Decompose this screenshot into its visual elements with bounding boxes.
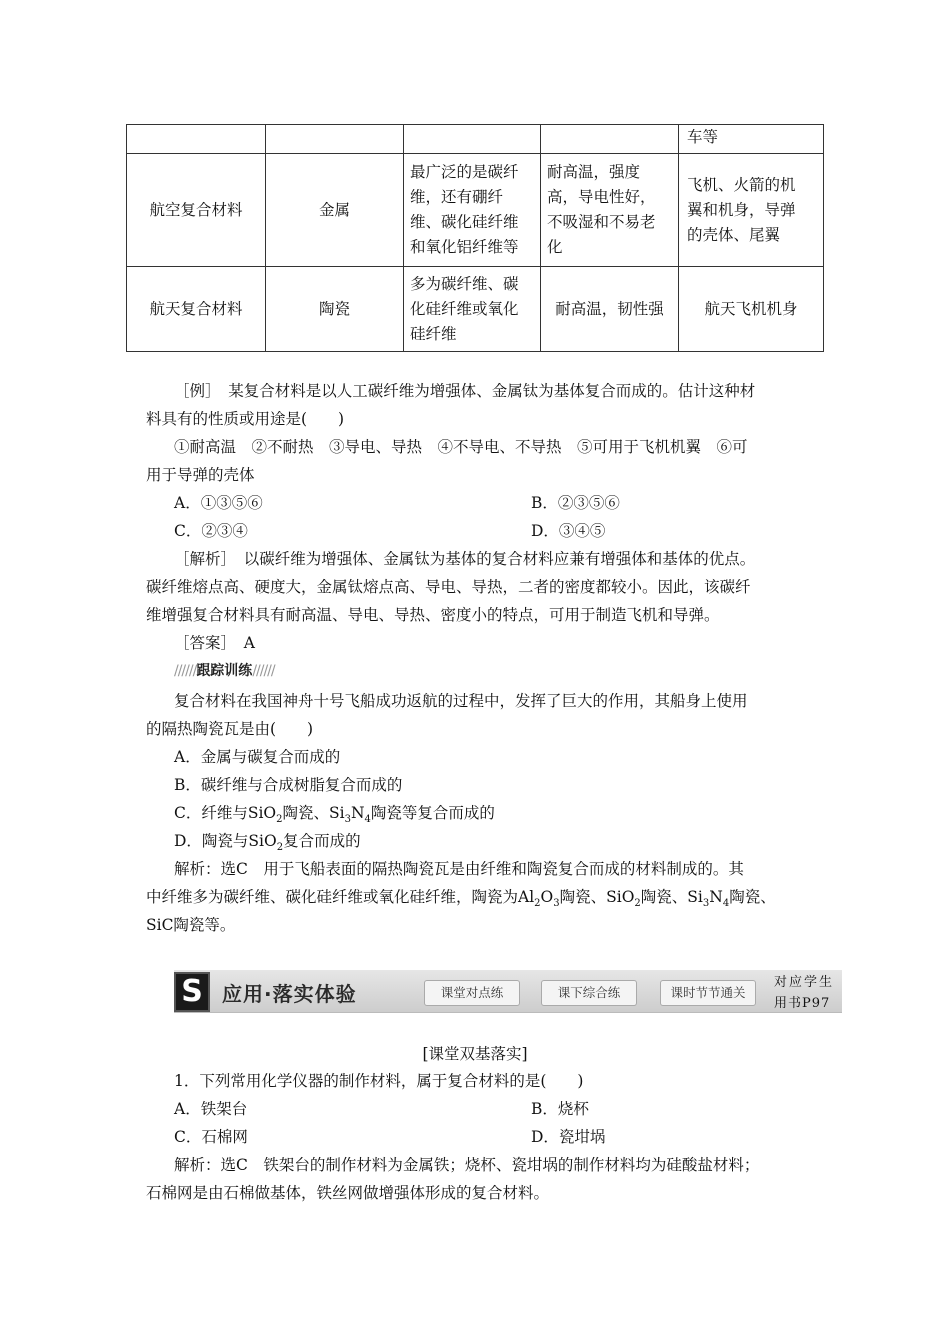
table-cell: 车等	[679, 125, 824, 154]
text-span: 陶瓷、SiO	[559, 888, 635, 906]
table-cell	[127, 125, 266, 154]
cell-line: 多为碳纤维、碳	[410, 274, 519, 293]
table-cell	[541, 154, 679, 267]
table-cell	[679, 154, 824, 267]
table-cell	[404, 267, 541, 352]
tab-class-practice[interactable]: 课堂对点练	[424, 980, 520, 1006]
text-span: 陶瓷、	[729, 888, 776, 906]
example-question-line: 料具有的性质或用途是( )	[146, 410, 345, 428]
cell-line: 的壳体、尾翼	[687, 225, 781, 244]
training-option-a: A．金属与碳复合而成的	[174, 748, 341, 766]
cell-line: 最广泛的是碳纤	[410, 163, 519, 181]
table-cell: 航天飞机机身	[679, 267, 824, 352]
example-analysis-line: 碳纤维熔点高、硬度大，金属钛熔点高、导电、导热，二者的密度都较小。因此，该碳纤	[146, 578, 751, 596]
text-span: N	[350, 804, 365, 822]
subscript: 2	[534, 898, 541, 910]
training-heading	[174, 660, 275, 680]
training-analysis-line: SiC陶瓷等。	[146, 916, 236, 934]
example-items-line: ①耐高温 ②不耐热 ③导电、导热 ④不导电、不导热 ⑤可用于飞机机翼 ⑥可	[174, 438, 748, 456]
materials-table	[126, 124, 824, 352]
table-cell: 金属	[266, 154, 404, 267]
table-cell	[404, 125, 541, 154]
cell-line: 高，导电性好，	[547, 188, 656, 206]
example-answer: ［答案］ A	[174, 634, 255, 652]
training-option-b: B．碳纤维与合成树脂复合而成的	[174, 776, 403, 794]
cell-line: 化	[547, 238, 563, 256]
example-option-a: A．①③⑤⑥	[174, 494, 263, 512]
example-analysis-line: ［解析］ 以碳纤维为增强体、金属钛为基体的复合材料应兼有增强体和基体的优点。	[174, 550, 756, 568]
example-question-line: ［例］ 某复合材料是以人工碳纤维为增强体、金属钛为基体复合而成的。估计这种材	[174, 382, 756, 400]
practice-question: 1．下列常用化学仪器的制作材料，属于复合材料的是( )	[174, 1072, 584, 1090]
table-cell: 航空复合材料	[127, 154, 266, 267]
text-span: 陶瓷、Si	[640, 888, 703, 906]
training-heading-label: 跟踪训练	[196, 663, 253, 679]
text-span: 复合而成的	[283, 832, 361, 850]
text-span: C．纤维与SiO	[174, 804, 277, 822]
cell-line: 硅纤维	[410, 324, 457, 343]
section-badge: S	[174, 972, 210, 1012]
training-question-line: 复合材料在我国神舟十号飞船成功返航的过程中，发挥了巨大的作用，其船身上使用	[174, 692, 748, 710]
banner-side-text: 对应学生	[774, 975, 835, 990]
subscript: 2	[276, 814, 283, 826]
tab-lesson-pass[interactable]: 课时节节通关	[660, 980, 756, 1006]
banner-title: 应用·落实体验	[222, 982, 357, 1006]
practice-option-b: B．烧杯	[531, 1100, 589, 1118]
table-row	[127, 267, 824, 352]
subscript: 3	[344, 814, 351, 826]
subscript: 2	[276, 842, 284, 854]
training-question-line: 的隔热陶瓷瓦是由( )	[146, 720, 314, 738]
practice-analysis-line: 石棉网是由石棉做基体，铁丝网做增强体形成的复合材料。	[146, 1184, 550, 1202]
practice-option-d: D．瓷坩埚	[531, 1128, 606, 1146]
cell-line: 化硅纤维或氧化	[410, 299, 519, 318]
example-option-b: B．②③⑤⑥	[531, 494, 620, 512]
table-cell: 航天复合材料	[127, 267, 266, 352]
example-option-c: C．②③④	[174, 522, 248, 540]
text-span: N	[709, 888, 723, 906]
cell-line: 不吸湿和不易老	[547, 213, 656, 231]
cell-line: 耐高温，强度	[547, 163, 641, 181]
cell-line: 翼和机身，导弹	[687, 200, 796, 219]
training-analysis-line	[146, 886, 776, 915]
text-span: 陶瓷等复合而成的	[370, 804, 495, 822]
training-option-c	[174, 802, 495, 831]
text-span: O	[540, 888, 554, 906]
training-analysis-line: 解析：选C 用于飞船表面的隔热陶瓷瓦是由纤维和陶瓷复合而成的材料制成的。其	[174, 860, 744, 878]
text-span: D．陶瓷与SiO	[174, 832, 277, 850]
example-analysis-line: 维增强复合材料具有耐高温、导电、导热、密度小的特点，可用于制造飞机和导弹。	[146, 606, 720, 624]
decor-slashes-icon: //////	[252, 663, 275, 679]
table-cell	[266, 125, 404, 154]
decor-slashes-icon: //////	[174, 663, 197, 679]
practice-analysis-line: 解析：选C 铁架台的制作材料为金属铁；烧杯、瓷坩埚的制作材料均为硅酸盐材料；	[174, 1156, 760, 1174]
table-cell: 耐高温，韧性强	[541, 267, 679, 352]
practice-heading: [课堂双基落实]	[422, 1045, 528, 1063]
banner-side-text: 用书P97	[774, 996, 831, 1011]
text-span: 中纤维多为碳纤维、碳化硅纤维或氧化硅纤维，陶瓷为Al	[146, 888, 535, 906]
subscript: 3	[553, 898, 560, 910]
practice-option-c: C．石棉网	[174, 1128, 248, 1146]
subscript: 3	[702, 898, 710, 910]
example-option-d: D．③④⑤	[531, 522, 606, 540]
cell-line: 飞机、火箭的机	[687, 175, 796, 194]
text-span: 陶瓷、Si	[282, 804, 345, 822]
table-cell	[404, 154, 541, 267]
table-row	[127, 154, 824, 267]
tab-after-class-practice[interactable]: 课下综合练	[541, 980, 637, 1006]
subscript: 4	[722, 898, 730, 910]
example-items-line: 用于导弹的壳体	[146, 466, 255, 484]
cell-line: 和氧化铝纤维等	[410, 238, 519, 256]
subscript: 4	[364, 814, 371, 826]
section-banner	[174, 970, 842, 1013]
training-option-d	[174, 830, 361, 859]
table-cell	[541, 125, 679, 154]
cell-line: 维，还有硼纤	[410, 188, 504, 206]
cell-line: 维、碳化硅纤维	[410, 213, 519, 231]
practice-option-a: A．铁架台	[174, 1100, 248, 1118]
table-row	[127, 125, 824, 154]
table-cell: 陶瓷	[266, 267, 404, 352]
subscript: 2	[634, 898, 641, 910]
